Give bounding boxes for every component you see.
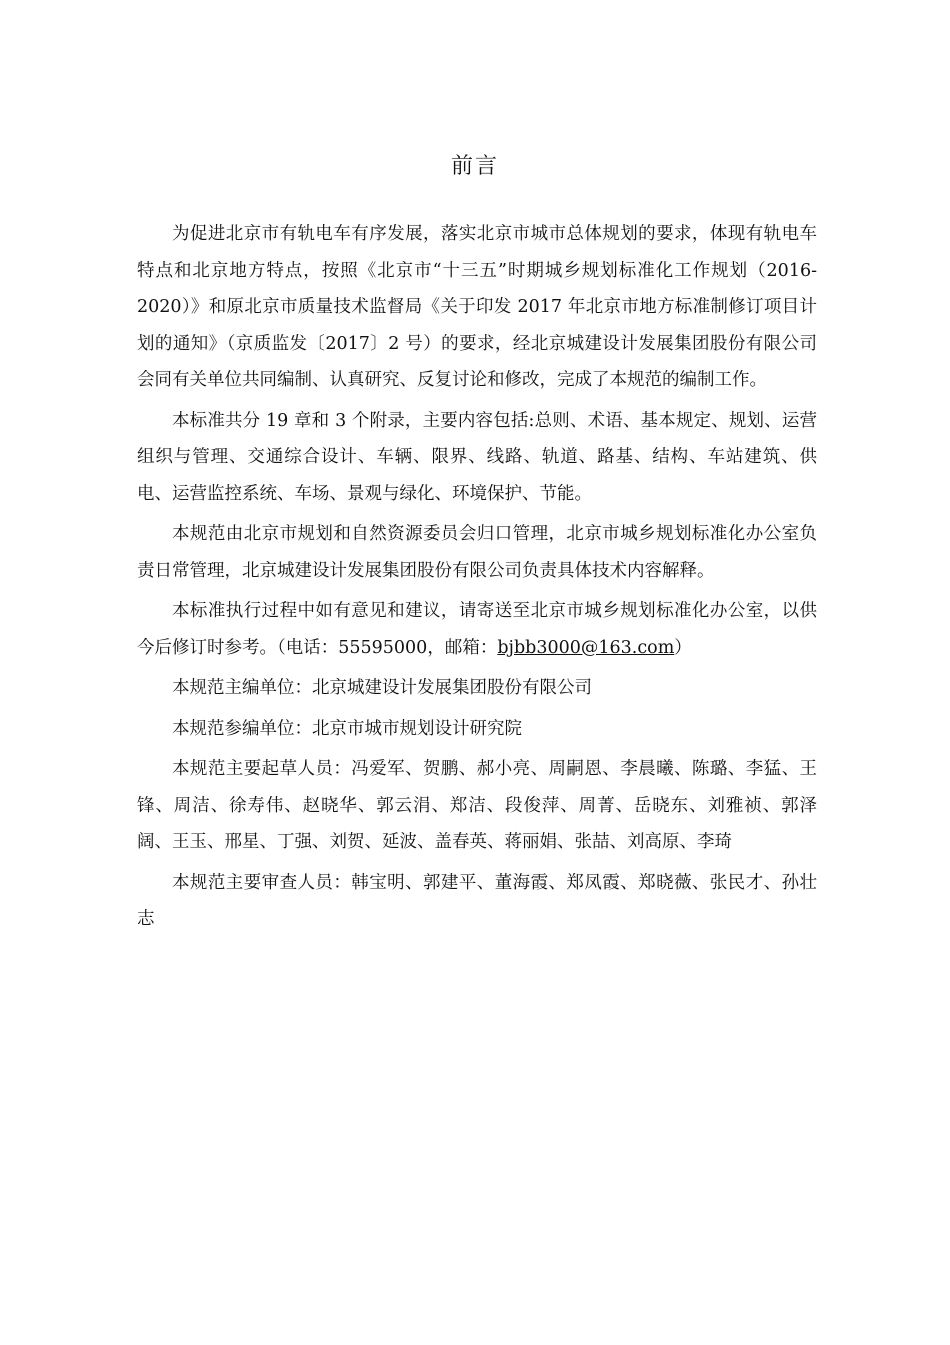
contents-paragraph: 本标准共分 19 章和 3 个附录，主要内容包括:总则、术语、基本规定、规划、运营组织与管理、交通综合设计、车辆、限界、线路、轨道、路基、结构、车站建筑、供电、运营监控系统、车场、景观与绿化、环境保护、节能。 — [137, 410, 817, 504]
participant-unit: 本规范参编单位：北京市城市规划设计研究院 — [172, 718, 522, 739]
management-paragraph: 本规范由北京市规划和自然资源委员会归口管理，北京市城乡规划标准化办公室负责日常管理，北京城建设计发展集团股份有限公司负责具体技术内容解释。 — [137, 524, 817, 581]
feedback-close: ） — [674, 637, 692, 658]
drafters-list: 本规范主要起草人员：冯爱军、贺鹏、郝小亮、周嗣恩、李晨曦、陈璐、李猛、王锋、周洁、徐寿伟、赵晓华、郭云涓、郑洁、段俊萍、周菁、岳晓东、刘雅祯、郭泽阔、王玉、邢星、丁强、刘贺、延波、盖春英、蒋丽娟、张喆、刘高原、李琦 — [137, 759, 817, 852]
intro-paragraph: 为促进北京市有轨电车有序发展，落实北京市城市总体规划的要求，体现有轨电车特点和北京地方特点，按照《北京市“十三五”时期城乡规划标准化工作规划（2016-2020）》和原北京市质量技术监督局《关于印发 2017 年北京市地方标准制修订项目计划的通知》（京质监发〔2017〕2 号）的要求，经北京城建设计发展集团股份有限公司会同有关单位共同编制、认真研究、反复讨论和修改，完成了本规范的编制工作。 — [137, 224, 817, 390]
feedback-paragraph — [137, 593, 817, 666]
editor-unit: 本规范主编单位：北京城建设计发展集团股份有限公司 — [172, 678, 592, 698]
reviewers-list: 本规范主要审查人员：韩宝明、郭建平、董海霞、郑凤霞、郑晓薇、张民才、孙壮志 — [137, 872, 817, 929]
feedback-text: 本标准执行过程中如有意见和建议，请寄送至北京市城乡规划标准化办公室，以供今后修订时参考。（电话：55595000，邮箱： — [137, 601, 817, 658]
email-link[interactable]: bjbb3000@163.com — [497, 637, 675, 658]
document-body — [137, 216, 817, 942]
page-title: 前言 — [450, 154, 499, 179]
